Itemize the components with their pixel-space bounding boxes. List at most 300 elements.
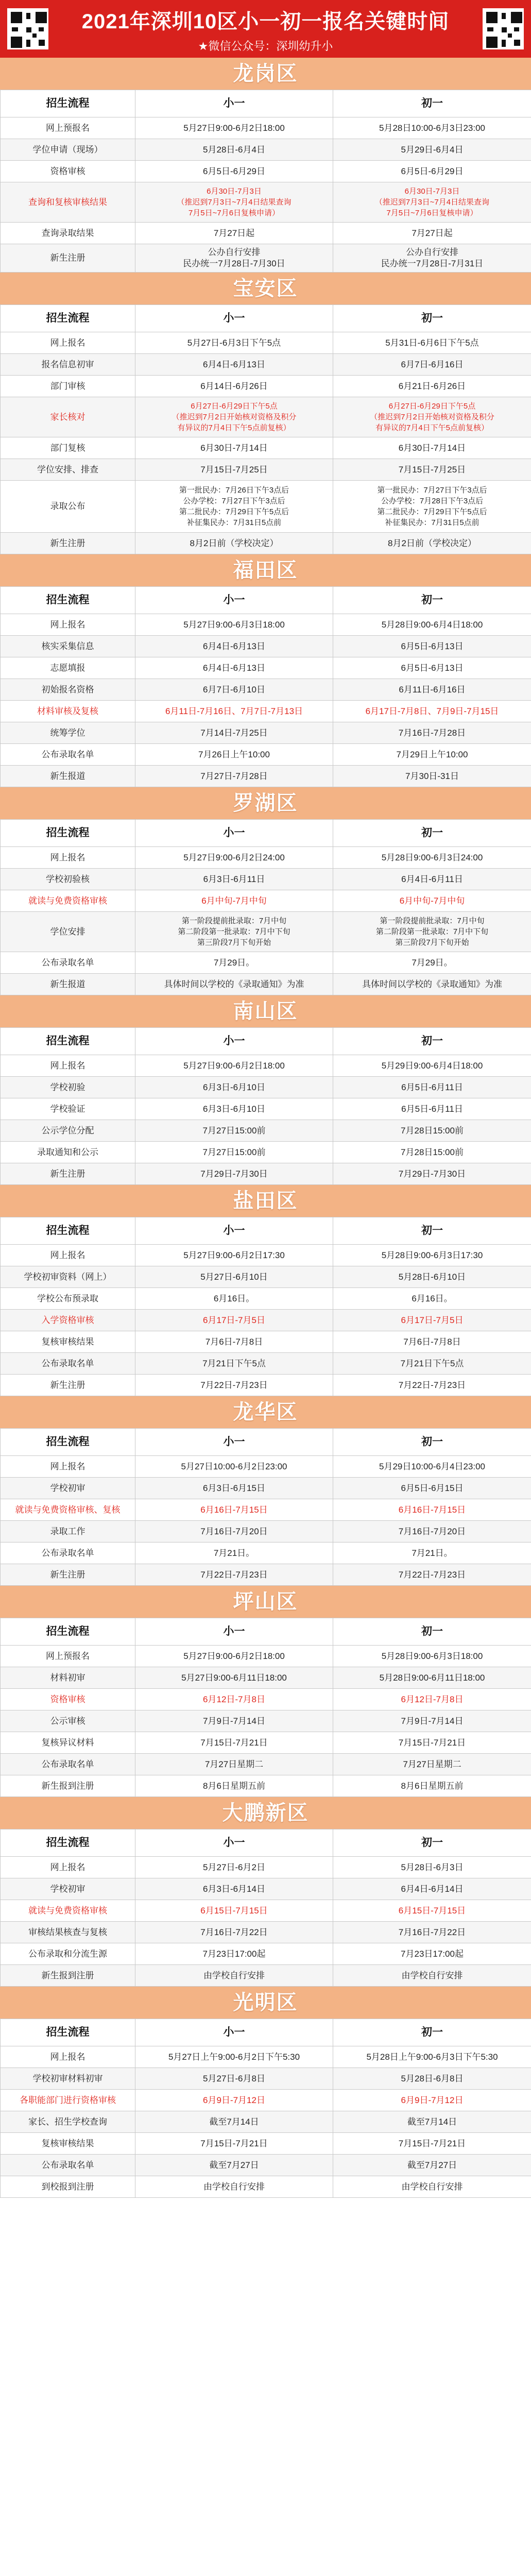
process-cell: 就读与免费资格审核 <box>1 890 135 912</box>
table-row <box>1 1245 531 1266</box>
primary-date-cell: 6月16日。 <box>135 1288 333 1310</box>
schedule-table <box>0 1829 531 1987</box>
junior-date-cell: 7月21日下午5点 <box>333 1353 531 1375</box>
junior-date-cell: 7月22日-7月23日 <box>333 1564 531 1586</box>
primary-date-cell: 8月2日前（学校决定） <box>135 533 333 554</box>
process-cell: 学位安排、排查 <box>1 459 135 481</box>
column-header-process: 招生流程 <box>1 90 135 117</box>
process-cell: 新生报道 <box>1 766 135 787</box>
table-row <box>1 952 531 974</box>
junior-date-cell: 7月23日17:00起 <box>333 1943 531 1965</box>
table-row <box>1 1922 531 1943</box>
table-row <box>1 744 531 766</box>
primary-date-cell: 6月3日-6月11日 <box>135 869 333 890</box>
primary-date-cell: 5月27日-6月8日 <box>135 2068 333 2090</box>
junior-date-cell: 6月中旬-7月中旬 <box>333 890 531 912</box>
column-header-junior: 初一 <box>333 1829 531 1857</box>
primary-date-cell: 6月14日-6月26日 <box>135 376 333 397</box>
column-header-junior: 初一 <box>333 2019 531 2046</box>
junior-date-cell: 6月12日-7月8日 <box>333 1689 531 1710</box>
junior-date-cell: 6月17日-7月8日、7月9日-7月15日 <box>333 701 531 722</box>
junior-date-cell: 5月28日9:00-6月3日18:00 <box>333 1646 531 1667</box>
junior-date-cell: 6月30日-7月3日 （推迟到7月3日~7月4日结果查询 7月5日~7月6日复核申请） <box>333 182 531 223</box>
junior-date-cell: 6月4日-6月14日 <box>333 1878 531 1900</box>
process-cell: 公示学位分配 <box>1 1120 135 1142</box>
primary-date-cell: 6月中旬-7月中旬 <box>135 890 333 912</box>
junior-date-cell: 由学校自行安排 <box>333 2176 531 2198</box>
column-header-process: 招生流程 <box>1 1829 135 1857</box>
primary-date-cell: 截至7月14日 <box>135 2111 333 2133</box>
table-row <box>1 1775 531 1797</box>
junior-date-cell: 7月15日-7月21日 <box>333 2133 531 2155</box>
primary-date-cell: 5月27日9:00-6月2日18:00 <box>135 117 333 139</box>
table-row <box>1 766 531 787</box>
column-header-primary: 小一 <box>135 1217 333 1245</box>
junior-date-cell: 5月31日-6月6日下午5点 <box>333 332 531 354</box>
junior-date-cell: 6月16日。 <box>333 1288 531 1310</box>
process-cell: 网上报名 <box>1 1456 135 1478</box>
process-cell: 公布录取名单 <box>1 1543 135 1564</box>
process-cell: 就读与免费资格审核 <box>1 1900 135 1922</box>
process-cell: 各职能部门进行资格审核 <box>1 2090 135 2111</box>
column-header-primary: 小一 <box>135 1618 333 1646</box>
district-heading: 坪山区 <box>0 1586 531 1618</box>
table-header-row <box>1 2019 531 2046</box>
process-cell: 新生注册 <box>1 244 135 273</box>
process-cell: 网上报名 <box>1 332 135 354</box>
junior-date-cell: 5月28日9:00-6月11日18:00 <box>333 1667 531 1689</box>
district-heading: 龙华区 <box>0 1396 531 1428</box>
primary-date-cell: 7月9日-7月14日 <box>135 1710 333 1732</box>
table-row <box>1 1266 531 1288</box>
table-row <box>1 1965 531 1987</box>
table-row <box>1 1055 531 1077</box>
table-header-row <box>1 1829 531 1857</box>
table-row <box>1 1667 531 1689</box>
junior-date-cell: 5月28日-6月10日 <box>333 1266 531 1288</box>
primary-date-cell: 5月28日-6月4日 <box>135 139 333 161</box>
process-cell: 公布录取名单 <box>1 744 135 766</box>
process-cell: 新生注册 <box>1 533 135 554</box>
table-header-row <box>1 820 531 847</box>
column-header-junior: 初一 <box>333 820 531 847</box>
primary-date-cell: 5月27日10:00-6月2日23:00 <box>135 1456 333 1478</box>
process-cell: 新生注册 <box>1 1375 135 1396</box>
table-row <box>1 1142 531 1163</box>
table-row <box>1 1353 531 1375</box>
district-heading: 南山区 <box>0 995 531 1027</box>
primary-date-cell: 第一阶段提前批录取：7月中旬 第二阶段第一批录取：7月中下旬 第三阶段7月下旬开始 <box>135 912 333 952</box>
qr-code-icon <box>483 8 524 49</box>
junior-date-cell: 6月15日-7月15日 <box>333 1900 531 1922</box>
table-row <box>1 2176 531 2198</box>
table-row <box>1 1077 531 1098</box>
process-cell: 录取通知和公示 <box>1 1142 135 1163</box>
process-cell: 学校公布预录取 <box>1 1288 135 1310</box>
table-row <box>1 533 531 554</box>
junior-date-cell: 6月5日-6月29日 <box>333 161 531 182</box>
process-cell: 查询和复核审核结果 <box>1 182 135 223</box>
junior-date-cell: 5月29日10:00-6月4日23:00 <box>333 1456 531 1478</box>
primary-date-cell: 6月11日-7月16日、7月7日-7月13日 <box>135 701 333 722</box>
schedule-sections <box>0 58 531 2198</box>
process-cell: 新生报道 <box>1 974 135 995</box>
junior-date-cell: 5月29日9:00-6月4日18:00 <box>333 1055 531 1077</box>
process-cell: 新生报到注册 <box>1 1965 135 1987</box>
table-header-row <box>1 305 531 332</box>
table-row <box>1 1900 531 1922</box>
table-row <box>1 1521 531 1543</box>
page-subtitle: ★微信公众号：深圳幼升小 <box>198 40 333 53</box>
primary-date-cell: 6月9日-7月12日 <box>135 2090 333 2111</box>
junior-date-cell: 5月28日10:00-6月3日23:00 <box>333 117 531 139</box>
process-cell: 家长核对 <box>1 397 135 437</box>
table-header-row <box>1 1028 531 1055</box>
district-heading: 福田区 <box>0 554 531 586</box>
table-header-row <box>1 1217 531 1245</box>
process-cell: 查询录取结果 <box>1 223 135 244</box>
table-row <box>1 636 531 657</box>
column-header-primary: 小一 <box>135 1429 333 1456</box>
process-cell: 公布录取和分流生源 <box>1 1943 135 1965</box>
primary-date-cell: 7月16日-7月20日 <box>135 1521 333 1543</box>
qr-code-icon <box>7 8 48 49</box>
column-header-process: 招生流程 <box>1 1618 135 1646</box>
junior-date-cell: 5月28日-6月8日 <box>333 2068 531 2090</box>
process-cell: 录取公布 <box>1 481 135 533</box>
junior-date-cell: 5月28日上午9:00-6月3日下午5:30 <box>333 2046 531 2068</box>
column-header-primary: 小一 <box>135 1028 333 1055</box>
junior-date-cell: 6月4日-6月11日 <box>333 869 531 890</box>
primary-date-cell: 5月27日-6月2日 <box>135 1857 333 1878</box>
schedule-table <box>0 586 531 787</box>
junior-date-cell: 6月5日-6月13日 <box>333 657 531 679</box>
junior-date-cell: 7月16日-7月22日 <box>333 1922 531 1943</box>
primary-date-cell: 7月15日-7月21日 <box>135 2133 333 2155</box>
process-cell: 材料审核及复核 <box>1 701 135 722</box>
primary-date-cell: 7月27日15:00前 <box>135 1120 333 1142</box>
column-header-process: 招生流程 <box>1 1217 135 1245</box>
column-header-junior: 初一 <box>333 305 531 332</box>
primary-date-cell: 5月27日-6月10日 <box>135 1266 333 1288</box>
junior-date-cell: 7月22日-7月23日 <box>333 1375 531 1396</box>
primary-date-cell: 由学校自行安排 <box>135 2176 333 2198</box>
table-row <box>1 2133 531 2155</box>
table-row <box>1 1732 531 1754</box>
primary-date-cell: 第一批民办：7月26日下午3点后 公办学校：7月27日下午3点后 第二批民办：7月29日下午5点后 补征集民办：7月31日5点前 <box>135 481 333 533</box>
process-cell: 就读与免费资格审核、复核 <box>1 1499 135 1521</box>
table-row <box>1 161 531 182</box>
column-header-primary: 小一 <box>135 305 333 332</box>
junior-date-cell: 7月15日-7月21日 <box>333 1732 531 1754</box>
process-cell: 网上报名 <box>1 614 135 636</box>
table-row <box>1 459 531 481</box>
process-cell: 到校报到注册 <box>1 2176 135 2198</box>
primary-date-cell: 7月22日-7月23日 <box>135 1564 333 1586</box>
primary-date-cell: 6月16日-7月15日 <box>135 1499 333 1521</box>
primary-date-cell: 5月27日9:00-6月2日18:00 <box>135 1055 333 1077</box>
process-cell: 学校初审 <box>1 1878 135 1900</box>
table-row <box>1 974 531 995</box>
primary-date-cell: 5月27日9:00-6月3日18:00 <box>135 614 333 636</box>
primary-date-cell: 5月27日9:00-6月2日18:00 <box>135 1646 333 1667</box>
primary-date-cell: 7月27日起 <box>135 223 333 244</box>
primary-date-cell: 7月21日下午5点 <box>135 1353 333 1375</box>
table-row <box>1 223 531 244</box>
junior-date-cell: 截至7月27日 <box>333 2155 531 2176</box>
schedule-table <box>0 90 531 273</box>
table-row <box>1 1331 531 1353</box>
table-row <box>1 1098 531 1120</box>
junior-date-cell: 6月5日-6月11日 <box>333 1077 531 1098</box>
column-header-process: 招生流程 <box>1 820 135 847</box>
primary-date-cell: 6月3日-6月14日 <box>135 1878 333 1900</box>
table-row <box>1 701 531 722</box>
process-cell: 初始报名资格 <box>1 679 135 701</box>
table-row <box>1 722 531 744</box>
table-row <box>1 1478 531 1499</box>
table-row <box>1 912 531 952</box>
table-row <box>1 679 531 701</box>
junior-date-cell: 7月21日。 <box>333 1543 531 1564</box>
junior-date-cell: 5月28日9:00-6月3日17:30 <box>333 1245 531 1266</box>
column-header-junior: 初一 <box>333 1429 531 1456</box>
process-cell: 学校初审资料（网上） <box>1 1266 135 1288</box>
process-cell: 核实采集信息 <box>1 636 135 657</box>
junior-date-cell: 8月6日星期五前 <box>333 1775 531 1797</box>
primary-date-cell: 5月27日上午9:00-6月2日下午5:30 <box>135 2046 333 2068</box>
process-cell: 新生注册 <box>1 1564 135 1586</box>
schedule-table <box>0 1217 531 1396</box>
primary-date-cell: 由学校自行安排 <box>135 1965 333 1987</box>
primary-date-cell: 7月15日-7月25日 <box>135 459 333 481</box>
table-header-row <box>1 1618 531 1646</box>
junior-date-cell: 6月9日-7月12日 <box>333 2090 531 2111</box>
table-row <box>1 117 531 139</box>
primary-date-cell: 7月16日-7月22日 <box>135 1922 333 1943</box>
page-title: 2021年深圳10区小一初一报名关键时间 <box>81 10 450 33</box>
junior-date-cell: 7月6日-7月8日 <box>333 1331 531 1353</box>
table-row <box>1 1499 531 1521</box>
junior-date-cell: 7月29日。 <box>333 952 531 974</box>
district-heading: 盐田区 <box>0 1185 531 1217</box>
district-heading: 龙岗区 <box>0 58 531 90</box>
district-heading: 宝安区 <box>0 273 531 304</box>
table-row <box>1 481 531 533</box>
schedule-table <box>0 1618 531 1797</box>
junior-date-cell: 具体时间以学校的《录取通知》为准 <box>333 974 531 995</box>
primary-date-cell: 7月29日。 <box>135 952 333 974</box>
primary-date-cell: 7月27日15:00前 <box>135 1142 333 1163</box>
schedule-table <box>0 819 531 995</box>
column-header-junior: 初一 <box>333 1618 531 1646</box>
primary-date-cell: 6月3日-6月10日 <box>135 1098 333 1120</box>
table-row <box>1 376 531 397</box>
process-cell: 学校初验 <box>1 1077 135 1098</box>
junior-date-cell: 6月5日-6月15日 <box>333 1478 531 1499</box>
process-cell: 入学资格审核 <box>1 1310 135 1331</box>
primary-date-cell: 7月22日-7月23日 <box>135 1375 333 1396</box>
junior-date-cell: 6月21日-6月26日 <box>333 376 531 397</box>
process-cell: 材料初审 <box>1 1667 135 1689</box>
junior-date-cell: 6月11日-6月16日 <box>333 679 531 701</box>
process-cell: 家长、招生学校查询 <box>1 2111 135 2133</box>
table-row <box>1 1375 531 1396</box>
table-row <box>1 1943 531 1965</box>
process-cell: 公布录取名单 <box>1 952 135 974</box>
junior-date-cell: 6月30日-7月14日 <box>333 437 531 459</box>
table-row <box>1 1878 531 1900</box>
junior-date-cell: 5月28日9:00-6月3日24:00 <box>333 847 531 869</box>
table-row <box>1 1163 531 1185</box>
process-cell: 部门审核 <box>1 376 135 397</box>
table-row <box>1 1857 531 1878</box>
process-cell: 审核结果核查与复核 <box>1 1922 135 1943</box>
district-heading: 大鹏新区 <box>0 1797 531 1829</box>
process-cell: 网上报名 <box>1 847 135 869</box>
junior-date-cell: 6月5日-6月13日 <box>333 636 531 657</box>
process-cell: 资格审核 <box>1 161 135 182</box>
process-cell: 网上预报名 <box>1 1646 135 1667</box>
junior-date-cell: 截至7月14日 <box>333 2111 531 2133</box>
junior-date-cell: 5月28日-6月3日 <box>333 1857 531 1878</box>
primary-date-cell: 6月7日-6月10日 <box>135 679 333 701</box>
primary-date-cell: 6月12日-7月8日 <box>135 1689 333 1710</box>
primary-date-cell: 6月30日-7月3日 （推迟到7月3日~7月4日结果查询 7月5日~7月6日复核申请） <box>135 182 333 223</box>
table-row <box>1 657 531 679</box>
table-row <box>1 244 531 273</box>
junior-date-cell: 5月29日-6月4日 <box>333 139 531 161</box>
junior-date-cell: 由学校自行安排 <box>333 1965 531 1987</box>
process-cell: 网上报名 <box>1 1245 135 1266</box>
primary-date-cell: 6月3日-6月15日 <box>135 1478 333 1499</box>
primary-date-cell: 7月15日-7月21日 <box>135 1732 333 1754</box>
column-header-process: 招生流程 <box>1 1028 135 1055</box>
process-cell: 新生注册 <box>1 1163 135 1185</box>
process-cell: 复核异议材料 <box>1 1732 135 1754</box>
primary-date-cell: 7月6日-7月8日 <box>135 1331 333 1353</box>
primary-date-cell: 5月27日9:00-6月11日18:00 <box>135 1667 333 1689</box>
column-header-process: 招生流程 <box>1 1429 135 1456</box>
junior-date-cell: 7月9日-7月14日 <box>333 1710 531 1732</box>
junior-date-cell: 7月15日-7月25日 <box>333 459 531 481</box>
table-row <box>1 139 531 161</box>
primary-date-cell: 5月27日9:00-6月2日24:00 <box>135 847 333 869</box>
primary-date-cell: 5月27日-6月3日下午5点 <box>135 332 333 354</box>
junior-date-cell: 第一批民办：7月27日下午3点后 公办学校：7月28日下午3点后 第二批民办：7月29日下午5点后 补征集民办：7月31日5点前 <box>333 481 531 533</box>
junior-date-cell: 5月28日9:00-6月4日18:00 <box>333 614 531 636</box>
table-row <box>1 1120 531 1142</box>
column-header-primary: 小一 <box>135 1829 333 1857</box>
table-row <box>1 1754 531 1775</box>
primary-date-cell: 8月6日星期五前 <box>135 1775 333 1797</box>
process-cell: 网上报名 <box>1 1857 135 1878</box>
column-header-process: 招生流程 <box>1 305 135 332</box>
process-cell: 公布录取名单 <box>1 1353 135 1375</box>
primary-date-cell: 6月4日-6月13日 <box>135 636 333 657</box>
table-row <box>1 397 531 437</box>
table-row <box>1 1456 531 1478</box>
junior-date-cell: 7月16日-7月28日 <box>333 722 531 744</box>
primary-date-cell: 6月27日-6月29日下午5点 （推迟到7月2日开始核对资格及积分 有异议的7月4日下午5点前复核） <box>135 397 333 437</box>
primary-date-cell: 具体时间以学校的《录取通知》为准 <box>135 974 333 995</box>
table-row <box>1 1564 531 1586</box>
table-row <box>1 354 531 376</box>
table-row <box>1 1710 531 1732</box>
primary-date-cell: 7月29日-7月30日 <box>135 1163 333 1185</box>
table-row <box>1 1310 531 1331</box>
process-cell: 复核审核结果 <box>1 1331 135 1353</box>
column-header-junior: 初一 <box>333 1217 531 1245</box>
process-cell: 志愿填报 <box>1 657 135 679</box>
process-cell: 学校初审材料初审 <box>1 2068 135 2090</box>
junior-date-cell: 7月27日星期二 <box>333 1754 531 1775</box>
junior-date-cell: 6月27日-6月29日下午5点 （推迟到7月2日开始核对资格及积分 有异议的7月4日下午5点前复核） <box>333 397 531 437</box>
junior-date-cell: 第一阶段提前批录取：7月中旬 第二阶段第一批录取：7月中下旬 第三阶段7月下旬开始 <box>333 912 531 952</box>
primary-date-cell: 7月27日-7月28日 <box>135 766 333 787</box>
header-banner <box>0 0 531 58</box>
table-row <box>1 332 531 354</box>
column-header-junior: 初一 <box>333 587 531 614</box>
table-row <box>1 2111 531 2133</box>
primary-date-cell: 7月27日星期二 <box>135 1754 333 1775</box>
primary-date-cell: 7月14日-7月25日 <box>135 722 333 744</box>
primary-date-cell: 6月4日-6月13日 <box>135 354 333 376</box>
process-cell: 学位申请（现场） <box>1 139 135 161</box>
process-cell: 复核审核结果 <box>1 2133 135 2155</box>
table-row <box>1 1543 531 1564</box>
process-cell: 公布录取名单 <box>1 1754 135 1775</box>
primary-date-cell: 7月26日上午10:00 <box>135 744 333 766</box>
column-header-primary: 小一 <box>135 2019 333 2046</box>
schedule-table <box>0 2019 531 2198</box>
column-header-primary: 小一 <box>135 90 333 117</box>
primary-date-cell: 6月15日-7月15日 <box>135 1900 333 1922</box>
district-heading: 光明区 <box>0 1987 531 2019</box>
process-cell: 学校初审 <box>1 1478 135 1499</box>
table-row <box>1 2046 531 2068</box>
primary-date-cell: 6月30日-7月14日 <box>135 437 333 459</box>
schedule-table <box>0 1027 531 1185</box>
column-header-process: 招生流程 <box>1 2019 135 2046</box>
junior-date-cell: 7月28日15:00前 <box>333 1120 531 1142</box>
table-row <box>1 869 531 890</box>
primary-date-cell: 6月17日-7月5日 <box>135 1310 333 1331</box>
schedule-table <box>0 1428 531 1586</box>
junior-date-cell: 公办自行安排 民办统一7月28日-7月31日 <box>333 244 531 273</box>
table-row <box>1 847 531 869</box>
table-row <box>1 182 531 223</box>
table-row <box>1 2090 531 2111</box>
junior-date-cell: 8月2日前（学校决定） <box>333 533 531 554</box>
table-row <box>1 437 531 459</box>
table-row <box>1 1689 531 1710</box>
primary-date-cell: 7月21日。 <box>135 1543 333 1564</box>
primary-date-cell: 6月4日-6月13日 <box>135 657 333 679</box>
primary-date-cell: 6月5日-6月29日 <box>135 161 333 182</box>
column-header-primary: 小一 <box>135 587 333 614</box>
table-row <box>1 2155 531 2176</box>
process-cell: 报名信息初审 <box>1 354 135 376</box>
column-header-junior: 初一 <box>333 1028 531 1055</box>
table-row <box>1 890 531 912</box>
junior-date-cell: 6月7日-6月16日 <box>333 354 531 376</box>
column-header-junior: 初一 <box>333 90 531 117</box>
process-cell: 统筹学位 <box>1 722 135 744</box>
junior-date-cell: 7月27日起 <box>333 223 531 244</box>
process-cell: 录取工作 <box>1 1521 135 1543</box>
process-cell: 网上报名 <box>1 1055 135 1077</box>
